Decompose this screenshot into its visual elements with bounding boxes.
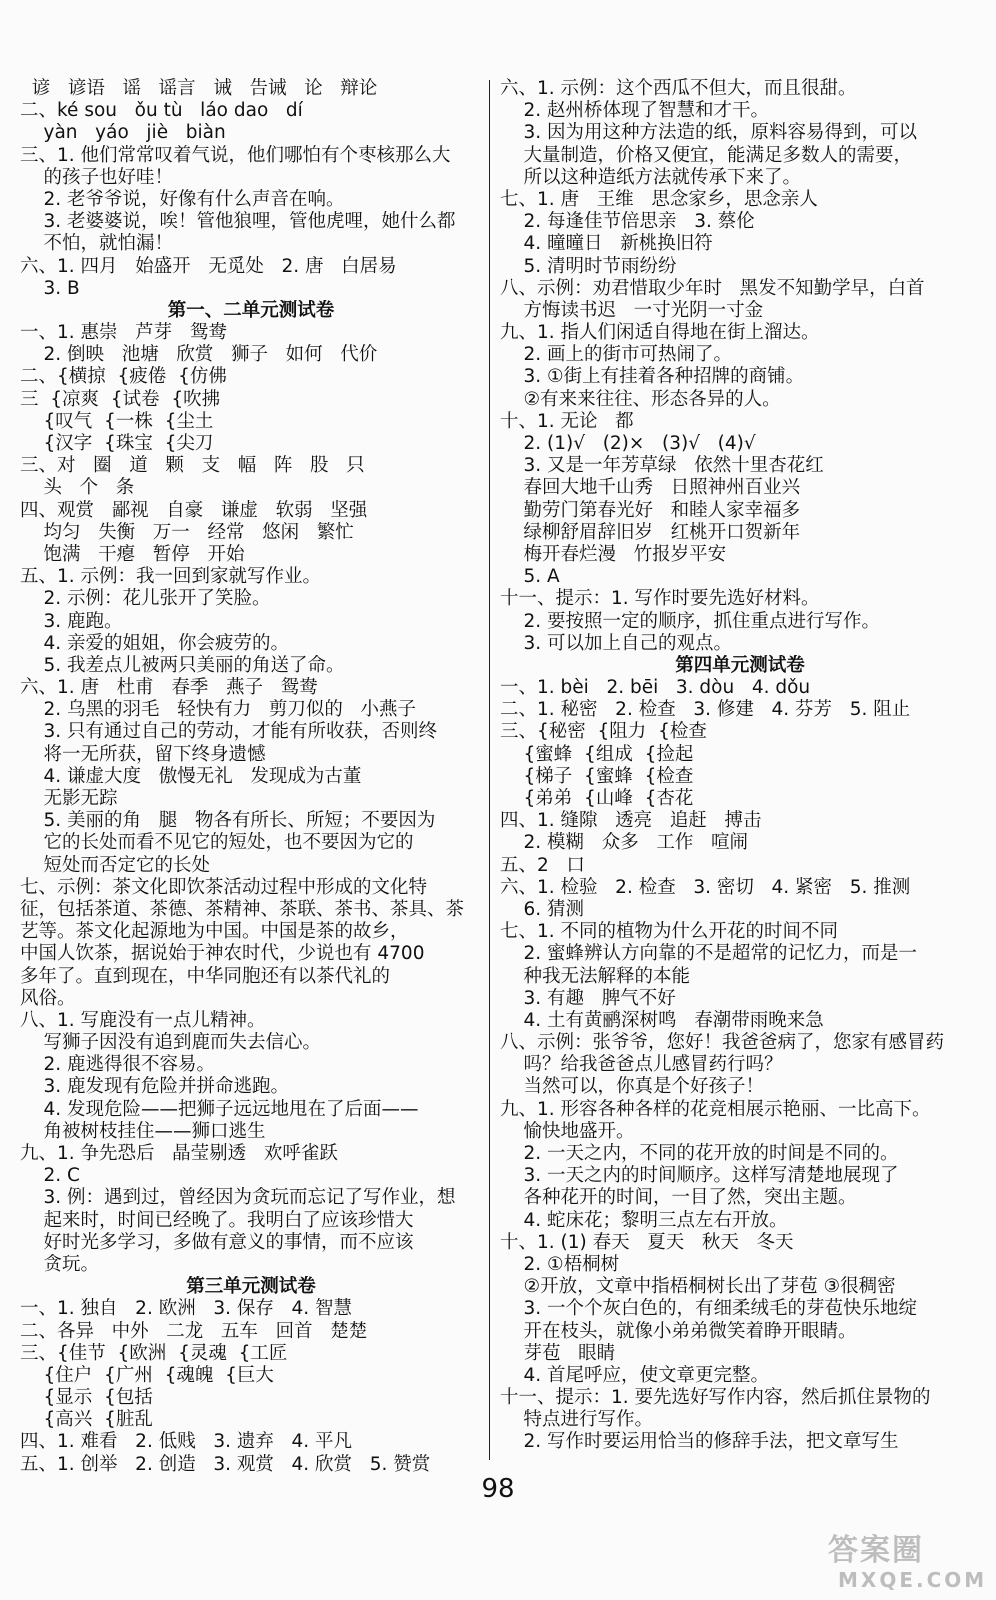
page-number: 98 xyxy=(481,1474,515,1504)
answer-line: 勤劳门第春光好 和睦人家幸福多 xyxy=(500,499,801,521)
answer-line: 六、1. 四月 始盛开 无觅处 2. 唐 白居易 xyxy=(20,255,397,277)
answer-line: {住户 {广州 {魂魄 {巨大 xyxy=(20,1364,274,1386)
answer-line: 三、对 圈 道 颗 支 幅 阵 股 只 xyxy=(20,455,365,477)
answer-line: 4. 发现危险——把狮子远远地甩在了后面—— xyxy=(20,1098,419,1120)
answer-line: 开在枝头，就像小弟弟微笑着睁开眼睛。 xyxy=(500,1320,857,1342)
answer-line: 2. 一天之内，不同的花开放的时间是不同的。 xyxy=(500,1143,899,1164)
answer-line: {显示 {包括 xyxy=(20,1387,153,1409)
answer-line: 八、1. 写鹿没有一点儿精神。 xyxy=(20,1009,266,1031)
answer-line: 二、各异 中外 二龙 五车 回首 楚楚 xyxy=(20,1320,368,1342)
answer-line: 绿柳舒眉辞旧岁 红桃开口贺新年 xyxy=(500,521,801,543)
answer-line: 2. 赵州桥体现了智慧和才干。 xyxy=(500,100,770,122)
answer-line: 六、1. 示例：这个西瓜不但大，而且很甜。 xyxy=(500,78,857,99)
answer-line: 饱满 干瘪 暂停 开始 xyxy=(20,543,245,565)
answer-line: 短处而否定它的长处 xyxy=(20,854,211,876)
answer-line: 3. 又是一年芳草绿 依然十里杏花红 xyxy=(500,455,824,477)
answer-line: 2. (1)√ (2)× (3)√ (4)√ xyxy=(500,433,756,454)
answer-line: {高兴 {脏乱 xyxy=(20,1409,153,1431)
answer-line: {叹气 {一株 {尘土 xyxy=(20,410,214,432)
answer-line: 十、1. 无论 都 xyxy=(500,410,634,432)
answer-line: 多年了。直到现在，中华同胞还有以茶代礼的 xyxy=(20,965,391,987)
answer-line: 4. 土有黄鹂深树鸣 春潮带雨晚来急 xyxy=(500,1009,824,1031)
answer-line: 四、1. 难看 2. 低贱 3. 遗弃 4. 平凡 xyxy=(20,1431,353,1453)
column-divider xyxy=(489,80,490,1460)
answer-line: 三 {凉爽 {试卷 {吹拂 xyxy=(20,388,221,410)
answer-line: 头 个 条 xyxy=(20,477,135,499)
answer-line: {梯子 {蜜蜂 {检查 xyxy=(500,765,694,787)
answer-line: 好时光多学习，多做有意义的事情，而不应该 xyxy=(20,1231,414,1253)
answer-line: 2. 画上的街市可热闹了。 xyxy=(500,344,733,366)
answer-line: 征，包括茶道、茶德、茶精神、茶联、茶书、茶具、茶 xyxy=(20,898,465,920)
answer-line: 十、1. (1) 春天 夏天 秋天 冬天 xyxy=(500,1231,794,1253)
answer-line: 3. ①街上有挂着各种招牌的商铺。 xyxy=(500,366,805,388)
section-heading: 第四单元测试卷 xyxy=(675,654,805,676)
answer-line: 芽苞 眼睛 xyxy=(500,1342,616,1364)
answer-line: 5. A xyxy=(500,566,560,588)
answer-line: ②有来来往往、形态各异的人。 xyxy=(500,388,781,410)
answer-line: 七、1. 不同的植物为什么开花的时间不同 xyxy=(500,921,839,943)
answer-line: 3. 一个个灰白色的，有细柔绒毛的芽苞快乐地绽 xyxy=(500,1298,918,1320)
answer-line: 风俗。 xyxy=(20,987,76,1009)
answer-line: 六、1. 检验 2. 检查 3. 密切 4. 紧密 5. 推测 xyxy=(500,876,911,898)
answer-line: 七、1. 唐 王维 思念家乡，思念亲人 xyxy=(500,188,818,210)
answer-line: {弟弟 {山峰 {杏花 xyxy=(500,788,694,809)
answer-line: 2. 要按照一定的顺序，抓住重点进行写作。 xyxy=(500,610,881,632)
answer-line: 梅开春烂漫 竹报岁平安 xyxy=(500,543,727,565)
answer-line: 二、1. 秘密 2. 检查 3. 修建 4. 芬芳 5. 阻止 xyxy=(500,699,911,721)
answer-line: 5. 清明时节雨纷纷 xyxy=(500,255,677,277)
answer-line: 2. 鹿逃得很不容易。 xyxy=(20,1054,216,1076)
section-heading: 第三单元测试卷 xyxy=(186,1276,316,1298)
answer-line: 3. 老婆婆说，唉！管他狼哩，管他虎哩，她什么都 xyxy=(20,211,456,233)
answer-line: 贪玩。 xyxy=(20,1253,100,1275)
answer-line: 6. 猜测 xyxy=(500,898,585,920)
answer-line: 2. 每逢佳节倍思亲 3. 蔡伦 xyxy=(500,211,755,233)
answer-line: 3. 有趣 脾气不好 xyxy=(500,987,676,1009)
answer-line: 3. 可以加上自己的观点。 xyxy=(500,632,733,654)
answer-line: 四、1. 缝隙 透亮 追赶 搏击 xyxy=(500,810,762,832)
answer-line: 角被树枝挂住——狮口逃生 xyxy=(20,1120,266,1142)
answer-line: 五、1. 创举 2. 创造 3. 观赏 4. 欣赏 5. 赞赏 xyxy=(20,1453,431,1475)
watermark-logo xyxy=(828,1534,988,1596)
answer-line: 九、1. 指人们闲适自得地在街上溜达。 xyxy=(500,322,820,344)
answer-line: 起来时，时间已经晚了。我明白了应该珍惜大 xyxy=(20,1209,414,1231)
answer-line: 3. 鹿发现有危险并拼命逃跑。 xyxy=(20,1076,290,1098)
answer-line: 4. 曈曈日 新桃换旧符 xyxy=(500,233,713,255)
left-column xyxy=(20,78,482,1476)
answer-line: 的孩子也好哇！ xyxy=(20,166,174,188)
answer-line: 一、1. 惠崇 芦芽 鸳鸯 xyxy=(20,322,227,344)
answer-line: 它的长处而看不见它的短处，也不要因为它的 xyxy=(20,832,414,854)
watermark-text: 答案圈 xyxy=(828,1533,924,1568)
answer-line: 无影无踪 xyxy=(20,788,118,809)
answer-line: 2. ①梧桐树 xyxy=(500,1253,620,1275)
answer-line: 2. 示例：花儿张开了笑脸。 xyxy=(20,588,271,610)
answer-line: 2. 蜜蜂辨认方向靠的不是超常的记忆力，而是一 xyxy=(500,943,918,965)
answer-line: 六、1. 唐 杜甫 春季 燕子 鸳鸯 xyxy=(20,677,318,699)
answer-line: 十一、提示：1. 要先选好写作内容，然后抓住景物的 xyxy=(500,1387,931,1409)
answer-line: 所以这种造纸方法就传承下来了。 xyxy=(500,166,802,188)
answer-line: 特点进行写作。 xyxy=(500,1409,654,1431)
answer-line: 九、1. 形容各种各样的花竞相展示艳丽、一比高下。 xyxy=(500,1098,931,1120)
answer-line: 4. 蛇床花；黎明三点左右开放。 xyxy=(500,1209,788,1231)
answer-line: 3. 例：遇到过，曾经因为贪玩而忘记了写作业，想 xyxy=(20,1187,456,1209)
answer-line: 十一、提示：1. 写作时要先选好材料。 xyxy=(500,588,820,610)
answer-line: {蜜蜂 {组成 {捡起 xyxy=(500,743,694,765)
answer-line: 五、1. 示例：我一回到家就写作业。 xyxy=(20,566,322,588)
answer-line: 八、示例：劝君惜取少年时 黑发不知勤学早，白首 xyxy=(500,277,925,299)
answer-line: 均匀 失衡 万一 经常 悠闲 繁忙 xyxy=(20,521,354,543)
answer-line: 艺等。茶文化起源地为中国。中国是茶的故乡， xyxy=(20,921,409,943)
answer-line: 5. 我差点儿被两只美丽的角送了命。 xyxy=(20,654,345,676)
answer-line: 七、示例：茶文化即饮茶活动过程中形成的文化特 xyxy=(20,876,428,898)
answer-line: 种我无法解释的本能 xyxy=(500,965,691,987)
answer-line: 春回大地千山秀 日照神州百业兴 xyxy=(500,477,801,499)
answer-line: 五、2 口 xyxy=(500,854,585,876)
answer-line: 3. 因为用这种方法造的纸，原料容易得到，可以 xyxy=(500,122,918,144)
answer-line: 3. 鹿跑。 xyxy=(20,610,123,632)
answer-line: 写狮子因没有追到鹿而失去信心。 xyxy=(20,1032,322,1054)
watermark-url: MXQE.COM xyxy=(838,1568,988,1592)
answer-line: 大量制造，价格又便宜，能满足多数人的需要， xyxy=(500,144,913,166)
answer-line: 4. 亲爱的姐姐，你会疲劳的。 xyxy=(20,632,290,654)
answer-line: 二、ké sou ǒu tù láo dao dí xyxy=(20,100,303,122)
answer-line: 3. B xyxy=(20,277,80,299)
answer-line: 二、{横掠 {疲倦 {仿佛 xyxy=(20,366,227,388)
answer-line: 2. 模糊 众多 工作 喧闹 xyxy=(500,832,748,854)
answer-line: ②开放，文章中指梧桐树长出了芽苞 ③很稠密 xyxy=(500,1276,896,1298)
answer-line: 2. 乌黑的羽毛 轻快有力 剪刀似的 小燕子 xyxy=(20,699,416,721)
answer-line: 4. 谦虚大度 傲慢无礼 发现成为古董 xyxy=(20,765,362,787)
answer-line: 2. C xyxy=(20,1165,80,1187)
section-heading: 第一、二单元测试卷 xyxy=(167,299,335,321)
answer-line: 各种花开的时间，一目了然，突出主题。 xyxy=(500,1187,857,1209)
answer-line: 四、观赏 鄙视 自豪 谦虚 软弱 坚强 xyxy=(20,499,368,521)
answer-line: 一、1. bèi 2. bēi 3. dòu 4. dǒu xyxy=(500,677,811,699)
answer-line: 九、1. 争先恐后 晶莹剔透 欢呼雀跃 xyxy=(20,1143,338,1164)
answer-line: 3. 一天之内的时间顺序。这样写清楚地展现了 xyxy=(500,1165,899,1187)
right-column xyxy=(500,78,980,1454)
answer-line: 方悔读书迟 一寸光阴一寸金 xyxy=(500,299,764,321)
answer-line: yàn yáo jiè biàn xyxy=(20,122,226,144)
answer-line: 三、{秘密 {阻力 {检查 xyxy=(500,721,707,743)
answer-line: 2. 倒映 池塘 欣赏 狮子 如何 代价 xyxy=(20,344,378,366)
answer-line: 3. 只有通过自己的劳动，才能有所收获，否则终 xyxy=(20,721,438,743)
answer-line: 当然可以，你真是个好孩子！ xyxy=(500,1076,765,1098)
answer-line: 2. 老爷爷说，好像有什么声音在响。 xyxy=(20,188,345,210)
answer-line: 2. 写作时要运用恰当的修辞手法，把文章写生 xyxy=(500,1431,899,1453)
answer-line: 三、{佳节 {欧洲 {灵魂 {工匠 xyxy=(20,1342,288,1364)
answer-line: 将一无所获，留下终身遗憾 xyxy=(20,743,266,765)
answer-line: 5. 美丽的角 腿 物各有所长、所短；不要因为 xyxy=(20,810,436,832)
answer-line: 中国人饮茶，据说始于神农时代，少说也有 4700 xyxy=(20,943,425,965)
answer-line: 八、示例：张爷爷，您好！我爸爸病了，您家有感冒药 xyxy=(500,1032,945,1054)
answer-line: {汉字 {珠宝 {尖刀 xyxy=(20,433,214,454)
answer-line: 三、1. 他们常常叹着气说，他们哪怕有个枣核那么大 xyxy=(20,144,451,166)
answer-line: 愉快地盛开。 xyxy=(500,1120,635,1142)
answer-line: 吗？给我爸爸点儿感冒药行吗？ xyxy=(500,1054,783,1076)
answer-line: 一、1. 独自 2. 欧洲 3. 保存 4. 智慧 xyxy=(20,1298,353,1320)
answer-line: 谚 谚语 谣 谣言 诫 告诫 论 辩论 xyxy=(20,78,378,99)
answer-line: 不怕，就怕漏！ xyxy=(20,233,174,255)
answer-line: 4. 首尾呼应，使文章更完整。 xyxy=(500,1364,770,1386)
